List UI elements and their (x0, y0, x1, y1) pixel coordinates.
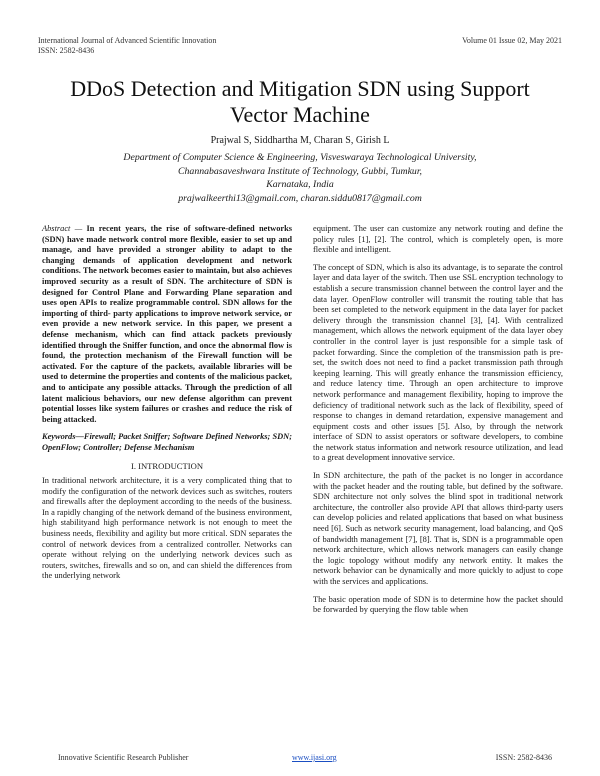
affiliation-line-2: Channabasaveshwara Institute of Technology, Gubbi, Tumkur, (177, 165, 423, 177)
affiliation (40, 151, 560, 205)
title-line-1: DDoS Detection and Mitigation SDN using Support (70, 76, 530, 101)
body-paragraph-2: The concept of SDN, which is also its advantage, is to separate the control layer and data layer of the switch. Then use SSL encryption technology to establish a secure transmission channel between the control layer and the data layer. OpenFlow controller will transmit the routing table that has been set completed to the network equipment in the data layer for packet delivery through the transmission channel [3], [4]. With centralized management, which allows the network equipment of the data layer obey controller in the control layer is just responsible for a simple task of packet forwarding. Since the completion of the transmission path is pre-set, the switch does not need to find a packet transmission path through keeping learning. This will greatly enhance the transmission efficiency, and reduce latency time. Through an open architecture to improve network performance and management flexibility, hoping to improve the deficiency of traditional network such as the lack of flexibility, speed of response to changes in demand retardation, expensive management and equipment costs and other issues [5]. Also, by through the network interface of SDN to assist operators or software developers, to combine the network status information and network resource utilization, and lead to a great development innovative service. (313, 262, 563, 463)
keywords: Keywords—Firewall; Packet Sniffer; Software Defined Networks; SDN; OpenFlow; Controller; Defense Mechanism (42, 432, 292, 452)
title-line-2: Vector Machine (230, 102, 370, 127)
paper-title (40, 76, 560, 128)
footer-issn: ISSN: 2582-8436 (495, 753, 552, 762)
body-paragraph-1: equipment. The user can customize any network routing and define the policy rules [1], [2]. The control, which is completely open, is more flexible and intelligent. (313, 224, 563, 255)
body-paragraph-3: In SDN architecture, the path of the packet is no longer in accordance with the packet header and the routing table, but defined by the software. SDN architecture not only solves the blind spot in traditional network architecture, the controller also provide API that allows third-party users can develop policies and related applications that based on what business need [6]. Such as network security management, load balancing, and QoS of bandwidth management [7], [8]. That is, SDN is a programmable open network architecture, which allows network managers can easily change the logic topology without modify any network entity. It makes the network behavior can be dynamically and more quickly to adjust to cope with the services and applications. (313, 471, 563, 586)
abstract (42, 224, 292, 425)
journal-volume: Volume 01 Issue 02, May 2021 (462, 36, 562, 45)
journal-issn: ISSN: 2582-8436 (38, 46, 95, 55)
footer-publisher: Innovative Scientific Research Publisher (58, 753, 189, 762)
abstract-label: Abstract — (42, 224, 83, 233)
right-column (313, 224, 563, 623)
journal-info (38, 36, 216, 56)
abstract-text: In recent years, the rise of software-defined networks (SDN) have made network control more flexible, easier to set up and manage, and have provided a stronger ability to adapt to the changing demands of application development and network conditions. The network becomes easier to maintain, but also achieves improved security as a result of SDN. The architecture of SDN is designed for Control Plane and Forwarding Plane separation and uses open APIs to realize programmable control. SDN allows for the importing of third- party applications to improve network service, or even provide a new network service. In this paper, we present a defense mechanism, which can find attack packets previously identified through the Sniffer function, and once the abnormal flow is found, the protection mechanism of the Firewall function will be activated. For the capture of the packets, available libraries will be used to determine the properties and contents of the malicious packet, and to anticipate any possible attacks. Through the prediction of all latent malicious behaviors, our new defense algorithm can prevent potential losses like system failures or crashes and reduce the risk of being attacked. (42, 224, 293, 424)
author-emails: prajwalkeerthi13@gmail.com, charan.siddu0817@gmail.com (178, 192, 422, 204)
journal-name: International Journal of Advanced Scientific Innovation (38, 36, 217, 45)
body-paragraph-4: The basic operation mode of SDN is to determine how the packet should be forwarded by querying the flow table when (313, 594, 563, 615)
affiliation-line-3: Karnataka, India (266, 179, 334, 191)
author-list: Prajwal S, Siddhartha M, Charan S, Girish L (210, 135, 390, 146)
affiliation-line-1: Department of Computer Science & Engineering, Visveswaraya Technological University, (123, 152, 477, 163)
intro-paragraph-1: In traditional network architecture, it is a very complicated thing that to modify the configuration of the network devices such as switches, routers and firewalls after the deployment according to the needs of the business. In a rapidly changing of the network demand of the business environment, high stabilityand high performance network is not enough to meet the business needs, flexibility and agility but more critical. SDN separates the control of network devices from a centralized controller. Networks can operate without relying on the underlying network devices such as routers, switches, firewalls and so on, and can shield the differences from the underlying network (42, 476, 292, 581)
footer-website-link[interactable]: www.ijasi.org (292, 753, 337, 762)
left-column (42, 224, 292, 589)
section-heading-introduction: I. INTRODUCTION (130, 461, 204, 472)
